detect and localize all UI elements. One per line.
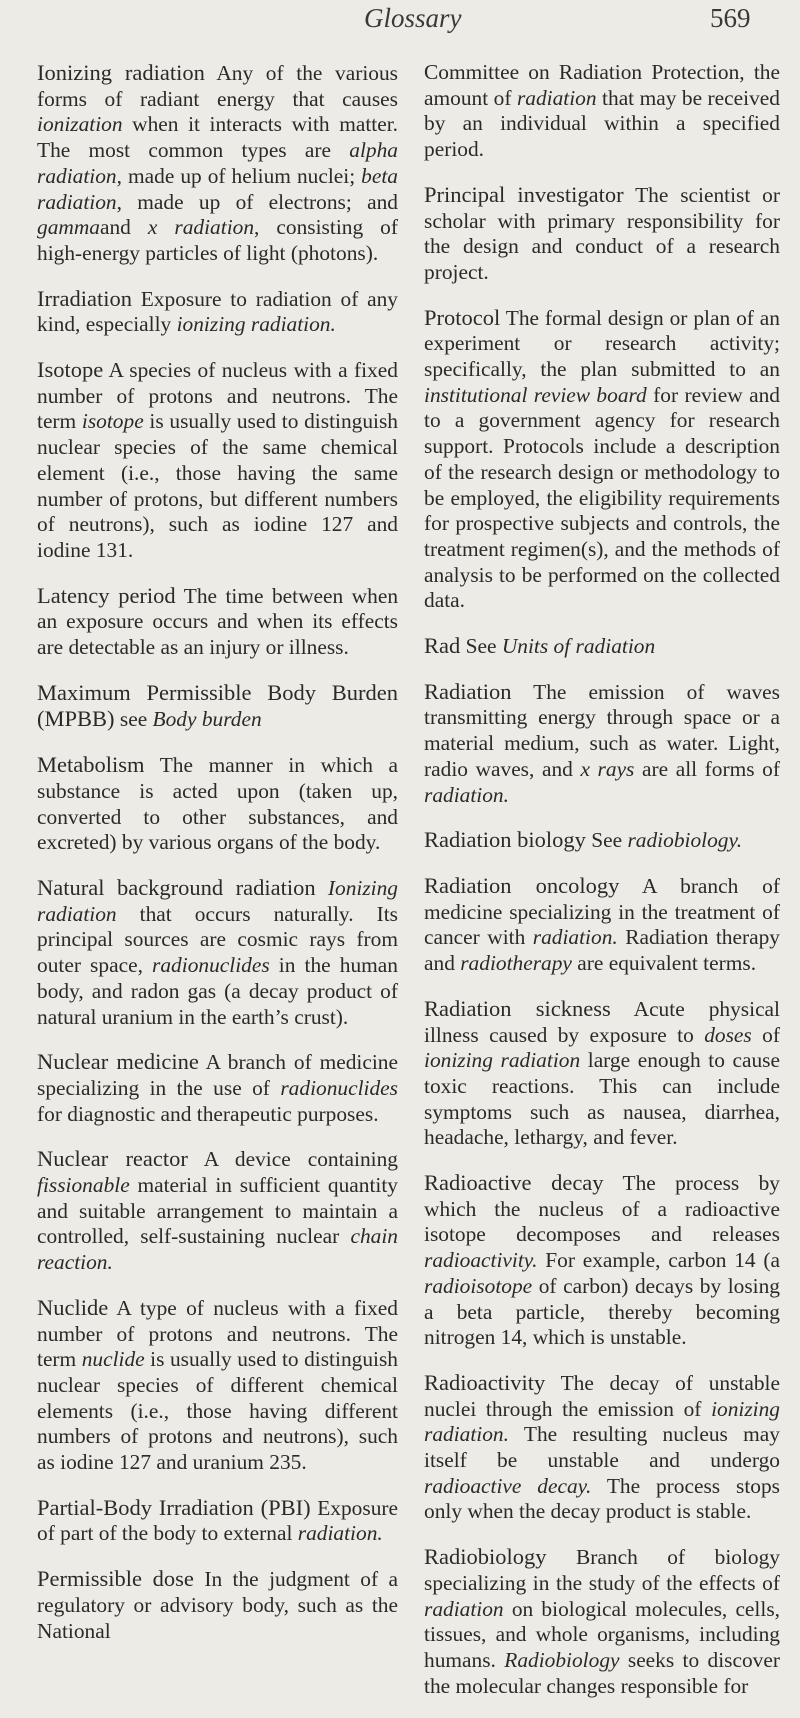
glossary-entry [37,1566,398,1644]
glossary-definition-text: , made up of electrons; and [116,189,398,214]
glossary-definition-text: In the judgment of a regulatory or advisory body, such as the National [37,1567,398,1643]
glossary-cross-reference: radioactive decay. [424,1473,592,1498]
glossary-definition-text: seeks to discover the molecular changes responsible for [424,1647,780,1698]
glossary-definition-text: , consisting of high-energy particles of light (photons). [37,215,398,265]
glossary-cross-reference: institutional review board [424,382,647,407]
glossary-cross-reference: radiobiology. [627,828,743,853]
glossary-entry [424,60,780,163]
glossary-cross-reference: Radiobiology [504,1647,620,1672]
glossary-definition-text: The decay of unstable nuclei through the emission of [424,1370,780,1421]
glossary-term: Radiation sickness [424,995,611,1021]
glossary-term: Nuclear medicine [37,1049,199,1075]
glossary-definition-text: See [585,828,628,853]
glossary-definition-text: See [460,634,502,659]
glossary-term: Radiobiology [424,1544,547,1570]
glossary-cross-reference: ionizing radiation. [176,312,336,337]
glossary-term: Permissible dose [37,1566,194,1592]
glossary-entry [424,1370,780,1525]
glossary-term: Protocol [424,304,501,330]
glossary-definition-text: A branch of medicine specializing in the treatment of cancer with [424,873,780,950]
glossary-definition-text: The process by which the nucleus of a radioactive isotope decomposes and releases [424,1171,780,1247]
glossary-term: Principal investigator [424,181,624,207]
glossary-definition-text: are all forms of [634,756,781,781]
glossary-cross-reference: radiation. [297,1521,383,1546]
glossary-cross-reference: radionuclides [152,953,270,978]
glossary-column-right [424,60,780,1718]
glossary-entry [424,182,780,286]
glossary-definition-text: A type of nucleus with a fixed number of protons and neutrons. The term [37,1295,398,1372]
glossary-definition-text: and [99,215,148,240]
glossary-entry [37,286,398,338]
glossary-cross-reference: doses [704,1022,752,1047]
glossary-term: Latency period [37,582,176,608]
page-number: 569 [710,3,751,33]
glossary-definition-text: for diagnostic and therapeutic purposes. [37,1101,379,1126]
glossary-definition-text: , made up of helium nuclei; [116,163,362,188]
glossary-definition-text: The manner in which a substance is acted upon (taken up, converted to other substances, and excreted) by various organs of the body. [37,753,398,855]
glossary-cross-reference: x rays [580,756,635,781]
glossary-definition-text [316,876,328,900]
glossary-entry [37,60,398,267]
glossary-definition-text: for review and to a government agency for research support. Protocols include a description of the research design or methodology to be employed, the eligibility requirements for prospective subjects and controls, the treatment regimen(s), and the methods of analysis to be performed on the collected data. [424,382,780,613]
glossary-definition-text: Exposure to radiation of any kind, especially [37,286,398,337]
glossary-cross-reference: Body burden [152,707,262,732]
glossary-definition-text: Committee on Radiation Protection, the amount of [424,60,780,110]
glossary-definition-text: Exposure of part of the body to external [37,1495,399,1546]
glossary-definition-text: see [114,707,153,732]
glossary-term: Radiation biology [424,827,586,853]
glossary-entry [424,827,780,854]
glossary-cross-reference: fissionable [37,1173,130,1198]
glossary-entry [424,679,780,809]
glossary-definition-text: For example, carbon 14 (a [537,1248,780,1273]
glossary-definition-text: Any of the various forms of radiant energy that causes [37,61,398,111]
glossary-term: Nuclear reactor [37,1146,188,1172]
glossary-cross-reference: alpha [349,138,398,163]
glossary-term: Rad [424,633,461,659]
glossary-definition-text: is usually used to distinguish nuclear species of the same chemical element (i.e., those having the same number of protons, but different numbers of neutrons), such as iodine 127 and iodine 131. [37,409,399,562]
glossary-definition-text: The time between when an exposure occurs and when its effects are detectable as an injury or illness. [37,583,399,660]
glossary-definition-text: of [751,1022,780,1047]
glossary-definition-text: The process stops only when the decay product is stable. [424,1473,780,1524]
glossary-cross-reference: radiotherapy [460,951,572,976]
glossary-entry [37,1146,398,1276]
glossary-cross-reference: radiation [516,85,597,110]
glossary-entry [424,305,780,614]
glossary-term: Isotope [37,357,104,383]
glossary-cross-reference: ionization [37,112,123,137]
glossary-definition-text: A branch of medicine specializing in the use of [37,1050,398,1100]
glossary-entry [424,633,780,660]
glossary-entry [424,996,780,1151]
glossary-entry [37,1295,398,1476]
glossary-cross-reference: isotope [81,409,144,434]
glossary-definition-text: The emission of waves transmitting energy through space or a material medium, such as water. Light, radio waves, and [424,679,780,781]
glossary-cross-reference: x radiation [147,215,255,240]
glossary-definition-text: that may be received by an individual within a specified period. [424,85,780,162]
glossary-cross-reference: ionizing radiation [424,1048,581,1073]
glossary-definition-text: Branch of biology specializing in the study of the effects of [424,1545,780,1595]
glossary-term: Radiation oncology [424,872,620,898]
glossary-term: Radioactive decay [424,1170,604,1196]
glossary-term: Radioactivity [424,1369,546,1395]
glossary-cross-reference: chain reaction. [37,1224,398,1275]
glossary-term: Ionizing radiation [37,60,205,85]
glossary-column-left [37,60,398,1663]
glossary-term: Nuclide [37,1294,109,1320]
glossary-cross-reference: radioisotope [424,1273,533,1298]
glossary-cross-reference: Ionizing radiation [37,875,398,926]
glossary-entry [37,357,398,564]
glossary-entry [37,752,398,856]
glossary-cross-reference: radiation. [532,925,618,950]
glossary-entry [37,680,398,733]
glossary-term: Radiation [424,678,512,704]
glossary-definition-text: when it interacts with matter. The most common types are [37,112,398,163]
glossary-definition-text: material in sufficient quantity and suitable arrangement to maintain a controlled, self-sustaining nuclear [37,1173,398,1249]
glossary-term: Irradiation [37,285,132,311]
glossary-definition-text: are equivalent terms. [571,951,757,976]
glossary-entry [37,875,398,1030]
glossary-cross-reference: Units of radiation [501,634,656,659]
glossary-cross-reference: radionuclides [280,1075,398,1100]
glossary-definition-text: A device containing [187,1147,398,1172]
glossary-definition-text: Radiation therapy and [424,925,780,976]
glossary-cross-reference: radiation [37,163,117,188]
glossary-cross-reference: ionizing radiation. [424,1396,780,1447]
glossary-cross-reference: radiation [424,1596,504,1621]
glossary-entry [37,1049,398,1127]
glossary-definition-text: of carbon) decays by losing a beta particle, thereby becoming nitrogen 14, which is unstable. [424,1273,780,1350]
glossary-entry [424,1170,780,1351]
glossary-cross-reference: radiation. [424,782,509,807]
glossary-term: Partial-Body Irradiation (PBI) [37,1494,311,1520]
glossary-definition-text: on biological molecules, cells, tissues, and whole organisms, including humans. [424,1596,780,1672]
glossary-definition-text: large enough to cause toxic reactions. This can include symptoms such as nausea, diarrhea, headache, lethargy, and fever. [424,1048,780,1150]
running-title: Glossary [364,3,462,33]
glossary-definition-text: Acute physical illness caused by exposure to [424,996,780,1047]
glossary-cross-reference: radioactivity. [424,1248,538,1273]
glossary-entry [424,1544,780,1699]
glossary-definition-text: is usually used to distinguish nuclear species of different chemical elements (i.e., those having different numbers of protons and neutrons), such as iodine 127 and uranium 235. [37,1347,398,1475]
glossary-term: Metabolism [37,752,145,778]
running-head [0,3,800,43]
glossary-entry [424,873,780,977]
glossary-definition-text: that occurs naturally. Its principal sources are cosmic rays from outer space, [37,901,398,978]
glossary-definition-text: The resulting nucleus may itself be unstable and undergo [424,1422,780,1473]
glossary-entry [37,583,398,661]
glossary-definition-text: The formal design or plan of an experiment or research activity; specifically, the plan submitted to an [424,305,780,382]
glossary-definition-text: The scientist or scholar with primary responsibility for the design and conduct of a research project. [424,182,780,284]
glossary-cross-reference: beta radiation [37,163,398,214]
glossary-term: Maximum Permissible Body Burden (MPBB) [37,679,398,732]
glossary-definition-text: in the human body, and radon gas (a decay product of natural uranium in the earth’s crust). [37,953,398,1029]
glossary-definition-text: A species of nucleus with a fixed number of protons and neutrons. The term [37,358,398,434]
glossary-term: Natural background radiation [37,874,316,900]
glossary-cross-reference: gamma [37,215,100,240]
glossary-cross-reference: nuclide [81,1347,145,1372]
glossary-entry [37,1495,398,1547]
